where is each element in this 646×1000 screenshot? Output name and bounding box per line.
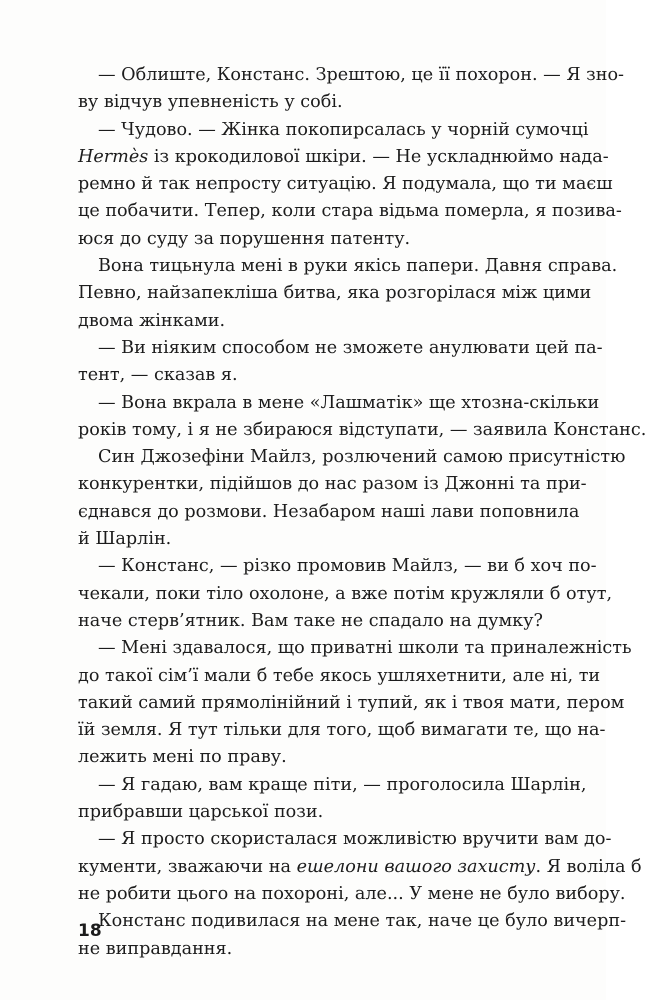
- text-line: не виправдання.: [78, 938, 233, 959]
- text-line: — Облиште, Констанс. Зрештою, це її похорон. — Я зно-: [98, 65, 624, 85]
- text-line: двома жінками.: [78, 310, 226, 331]
- text-line: — Я просто скористалася можливістю вручити вам до-: [98, 829, 612, 850]
- text-line: наче стерв’ятник. Вам таке не спадало на думку?: [78, 610, 543, 631]
- paragraph: [78, 444, 626, 553]
- text-line: ремно й так непросту ситуацію. Я подумала, що ти маєш: [78, 174, 613, 195]
- text-line: тент, — сказав я.: [78, 365, 238, 386]
- text-line: Вона тицьнула мені в руки якісь папери. Давня справа.: [98, 256, 618, 277]
- text-line: прибравши царської пози.: [78, 802, 324, 823]
- text-line: єднався до розмови. Незабаром наші лави поповнила: [78, 501, 580, 522]
- text-line: — Констанс, — різко промовив Майлз, — ви б хоч по-: [98, 556, 597, 577]
- text-line: Певно, найзапекліша битва, яка розгорілася між цими: [78, 283, 592, 304]
- paragraph: [78, 635, 632, 771]
- paragraph: [78, 390, 646, 445]
- text-line: не робити цього на похороні, але... У мене не було вибору.: [78, 883, 626, 904]
- text-line: років тому, і я не збираюся відступати, — заявила Констанс.: [78, 419, 646, 440]
- paragraph: [78, 908, 627, 963]
- text-line: їй земля. Я тут тільки для того, щоб вимагати те, що на-: [78, 720, 606, 741]
- text-line: й Шарлін.: [78, 529, 172, 550]
- text-line: Констанс подивилася на мене так, наче це було вичерп-: [98, 911, 627, 932]
- text-line: ву відчув упевненість у собі.: [78, 92, 343, 113]
- paragraph: [78, 553, 613, 635]
- text-line: кументи, зважаючи на ешелони вашого захисту. Я воліла б: [78, 856, 642, 877]
- text-line: конкурентки, підійшов до нас разом із Джонні та при-: [78, 474, 587, 495]
- page-number: 18: [78, 921, 102, 941]
- text-line: лежить мені по праву.: [78, 747, 287, 768]
- text-line: чекали, поки тіло охолоне, а вже потім кружляли б отут,: [78, 583, 613, 604]
- paragraph: [78, 62, 624, 117]
- paragraph: [78, 335, 603, 390]
- paragraph: [78, 253, 618, 335]
- text-line: до такої сім’ї мали б тебе якось ушляхетнити, але ні, ти: [78, 665, 601, 686]
- text-line: юся до суду за порушення патенту.: [78, 228, 411, 249]
- text-line: — Вона вкрала в мене «Лашматік» ще хтозна-скільки: [98, 392, 600, 413]
- paragraph: [78, 772, 587, 827]
- text-line: — Чудово. — Жінка покопирсалась у чорній сумочці: [98, 119, 589, 140]
- text-line: — Ви ніяким способом не зможете анулювати цей па-: [98, 337, 603, 358]
- text-line: Hermès із крокодилової шкіри. — Не ускладнюймо нада-: [78, 146, 609, 167]
- text-line: — Мені здавалося, що приватні школи та приналежність: [98, 638, 632, 659]
- paragraph: [78, 826, 642, 908]
- text-line: такий самий прямолінійний і тупий, як і твоя мати, пером: [78, 692, 625, 713]
- text-line: Син Джозефіни Майлз, розлючений самою присутністю: [98, 447, 626, 468]
- body-text: [78, 62, 646, 963]
- text-line: це побачити. Тепер, коли стара відьма померла, я позива-: [78, 201, 622, 222]
- paragraph: [78, 117, 622, 253]
- text-line: — Я гадаю, вам краще піти, — проголосила Шарлін,: [98, 774, 587, 795]
